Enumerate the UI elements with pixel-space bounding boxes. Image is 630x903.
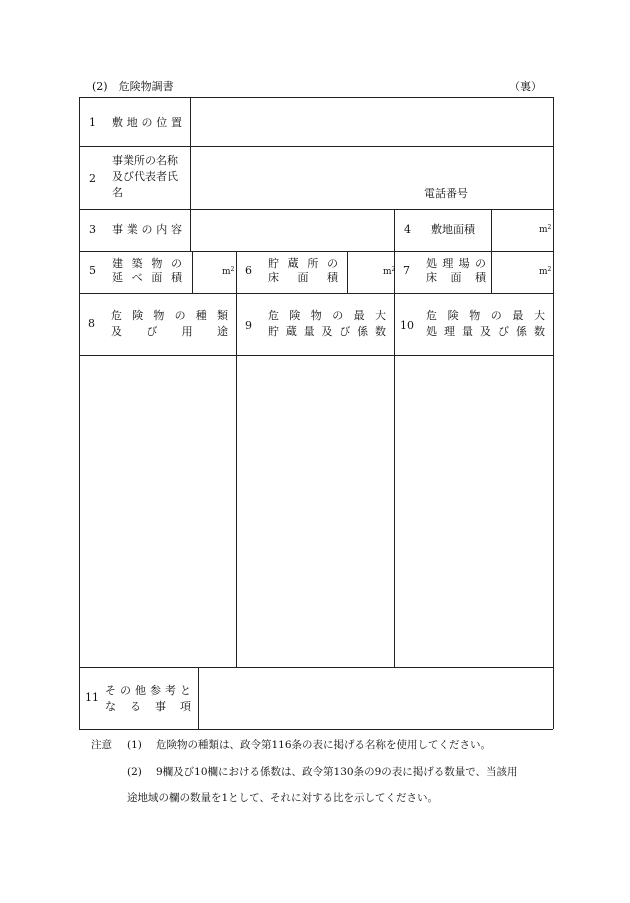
building-floor-area-label-line1: 建築物の — [112, 257, 182, 270]
other-reference-field[interactable] — [199, 668, 552, 728]
storage-floor-area-label-line1: 貯蔵所の — [268, 257, 338, 270]
row-10-number: 10 — [400, 319, 414, 332]
max-storage-field[interactable] — [237, 356, 393, 666]
max-storage-label-line1: 危険物の最大 — [268, 309, 386, 322]
storage-floor-area-unit: $m^2$ — [383, 266, 396, 277]
row-11-number: 11 — [85, 691, 99, 704]
site-area-unit: $m^2$ — [539, 224, 552, 235]
note-1-number: (1) — [127, 739, 142, 751]
storage-floor-area-label-line2: 床面積 — [268, 271, 338, 284]
row-9-number: 9 — [245, 319, 252, 332]
note-2-continuation: 途地域の欄の数量を1として、それに対する比を示してください。 — [127, 792, 438, 804]
max-storage-label-line2: 貯蔵量及び係数 — [268, 325, 386, 338]
building-floor-area-label-line2: 延べ面積 — [112, 271, 182, 284]
phone-number-label: 電話番号 — [424, 187, 468, 200]
hazmat-type-label-line2: 及び用途 — [111, 325, 228, 338]
notes-heading: 注意 — [91, 739, 112, 751]
site-area-label: 敷地面積 — [431, 223, 475, 236]
max-processing-field[interactable] — [395, 356, 552, 666]
row-6-number: 6 — [245, 264, 252, 277]
row-4-number: 4 — [404, 223, 411, 236]
row-7-number: 7 — [403, 264, 410, 277]
hazmat-type-field[interactable] — [80, 356, 235, 666]
other-reference-label-line2: なる事項 — [105, 700, 191, 713]
note-2-number: (2) — [127, 766, 142, 778]
processing-floor-area-label-line2: 床面積 — [426, 271, 486, 284]
business-content-label: 事業の内容 — [112, 223, 182, 236]
hazmat-type-label-line1: 危険物の種類 — [111, 309, 228, 322]
max-processing-label-line1: 危険物の最大 — [426, 309, 545, 322]
row-5-number: 5 — [89, 264, 96, 277]
site-location-label: 敷地の位置 — [112, 116, 182, 129]
business-name-field[interactable] — [191, 147, 552, 208]
business-name-label-line1: 事業所の名称 — [112, 154, 178, 167]
business-content-field[interactable] — [191, 210, 393, 250]
form-section-title: (2) 危険物調書 — [92, 80, 174, 93]
row-1-number: 1 — [89, 116, 96, 129]
processing-floor-area-label-line1: 処理場の — [426, 257, 486, 270]
note-2-text: 9欄及び10欄における係数は、政令第130条の9の表に掲げる数量で、当該用 — [156, 766, 518, 778]
row-8-number: 8 — [88, 317, 95, 330]
row-3-number: 3 — [89, 223, 96, 236]
business-name-label-line3: 名 — [112, 186, 123, 199]
processing-floor-area-unit: $m^2$ — [539, 266, 552, 277]
note-1-text: 危険物の種類は、政令第116条の表に掲げる名称を使用してください。 — [156, 739, 492, 751]
site-location-field[interactable] — [191, 98, 552, 145]
max-processing-label-line2: 処理量及び係数 — [426, 325, 545, 338]
business-name-label-line2: 及び代表者氏 — [112, 170, 178, 183]
building-floor-area-unit: $m^2$ — [222, 266, 235, 277]
other-reference-label-line1: その他参考と — [105, 684, 191, 697]
row-2-number: 2 — [89, 172, 96, 185]
reverse-side-label: （裏） — [509, 80, 542, 93]
